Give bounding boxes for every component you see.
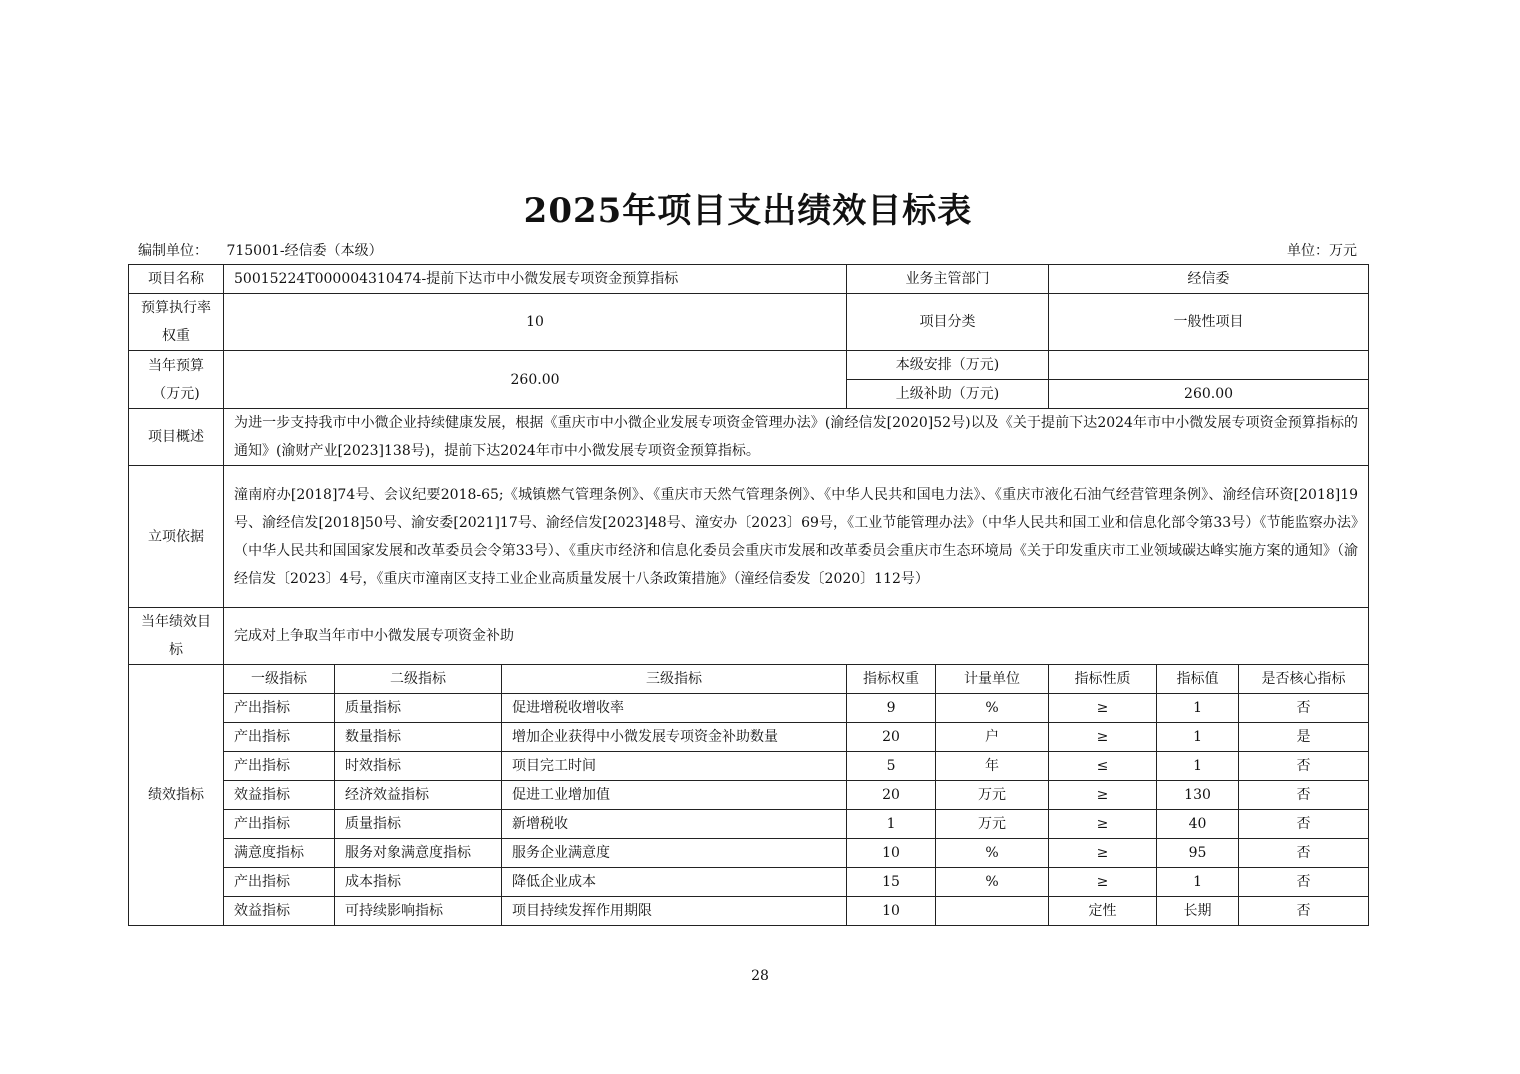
cell-core: 否 [1239,839,1369,868]
cell-level1: 产出指标 [224,694,335,723]
cell-value: 1 [1157,752,1239,781]
cell-value: 长期 [1157,897,1239,926]
row-weight [129,294,1369,351]
cell-unit: 户 [936,723,1049,752]
header-level2: 二级指标 [335,665,502,694]
cell-value: 130 [1157,781,1239,810]
budget-value: 260.00 [224,351,847,409]
cell-level3: 新增税收 [502,810,847,839]
org-label: 编制单位： [138,243,208,259]
cell-level1: 满意度指标 [224,839,335,868]
header-level1: 一级指标 [224,665,335,694]
header-value: 指标值 [1157,665,1239,694]
cell-nature: ≥ [1049,810,1157,839]
table-row [129,868,1369,897]
cell-nature: ≥ [1049,723,1157,752]
cell-nature: ≥ [1049,694,1157,723]
cell-value: 95 [1157,839,1239,868]
page-title: 2025年项目支出绩效目标表 [523,191,973,231]
cell-level2: 数量指标 [335,723,502,752]
cell-core: 否 [1239,897,1369,926]
header-unit: 计量单位 [936,665,1049,694]
cell-unit: % [936,839,1049,868]
cell-level3: 促进工业增加值 [502,781,847,810]
cell-weight: 20 [847,781,936,810]
cell-level2: 质量指标 [335,810,502,839]
overview-label: 项目概述 [129,409,224,466]
unit-note: 单位：万元 [1287,243,1357,259]
cell-core: 否 [1239,752,1369,781]
header-nature: 指标性质 [1049,665,1157,694]
cell-nature: ≤ [1049,752,1157,781]
cell-unit: % [936,868,1049,897]
upper-value: 260.00 [1049,380,1369,409]
cell-level1: 产出指标 [224,868,335,897]
cell-level1: 效益指标 [224,781,335,810]
cell-value: 1 [1157,694,1239,723]
performance-target-table [128,264,1369,926]
table-row [129,810,1369,839]
budget-label: 当年预算（万元) [129,351,224,409]
dept-value: 经信委 [1049,265,1369,294]
cell-level1: 产出指标 [224,752,335,781]
cell-weight: 9 [847,694,936,723]
header-weight: 指标权重 [847,665,936,694]
cell-nature: ≥ [1049,781,1157,810]
cell-unit: % [936,694,1049,723]
row-overview [129,409,1369,466]
cell-level3: 服务企业满意度 [502,839,847,868]
table-row [129,897,1369,926]
cell-level1: 产出指标 [224,810,335,839]
basis-label: 立项依据 [129,466,224,608]
category-label: 项目分类 [847,294,1049,351]
cell-weight: 10 [847,839,936,868]
cell-core: 否 [1239,868,1369,897]
project-name-value: 50015224T000004310474-提前下达市中小微发展专项资金预算指标 [224,265,847,294]
cell-level2: 服务对象满意度指标 [335,839,502,868]
category-value: 一般性项目 [1049,294,1369,351]
cell-core: 是 [1239,723,1369,752]
indicator-header-row [129,665,1369,694]
cell-core: 否 [1239,810,1369,839]
cell-level3: 促进增税收增收率 [502,694,847,723]
cell-core: 否 [1239,694,1369,723]
page-number: 28 [751,968,769,984]
table-row [129,752,1369,781]
cell-unit: 万元 [936,810,1049,839]
header-core: 是否核心指标 [1239,665,1369,694]
cell-nature: ≥ [1049,839,1157,868]
row-budget-local [129,351,1369,380]
cell-level2: 可持续影响指标 [335,897,502,926]
org-value: 715001-经信委（本级） [226,243,383,259]
local-value [1049,351,1369,380]
goal-text: 完成对上争取当年市中小微发展专项资金补助 [224,608,1369,665]
project-name-label: 项目名称 [129,265,224,294]
cell-level3: 项目完工时间 [502,752,847,781]
weight-label: 预算执行率权重 [129,294,224,351]
cell-level3: 增加企业获得中小微发展专项资金补助数量 [502,723,847,752]
perf-label: 绩效指标 [129,665,224,926]
goal-label: 当年绩效目标 [129,608,224,665]
cell-level1: 效益指标 [224,897,335,926]
cell-core: 否 [1239,781,1369,810]
cell-level2: 时效指标 [335,752,502,781]
table-row [129,723,1369,752]
row-goal [129,608,1369,665]
cell-weight: 20 [847,723,936,752]
row-basis [129,466,1369,608]
cell-level2: 质量指标 [335,694,502,723]
cell-value: 1 [1157,723,1239,752]
cell-weight: 5 [847,752,936,781]
cell-level2: 成本指标 [335,868,502,897]
cell-unit: 万元 [936,781,1049,810]
overview-text: 为进一步支持我市中小微企业持续健康发展，根据《重庆市中小微企业发展专项资金管理办法》(渝经信发[2020]52号)以及《关于提前下达2024年市中小微发展专项资金预算指标的通知》(渝财产业[2023]138号)，提前下达2024年市中小微发展专项资金预算指标。 [224,409,1369,466]
cell-nature: ≥ [1049,868,1157,897]
org-line [138,240,383,260]
basis-text: 潼南府办[2018]74号、会议纪要2018-65;《城镇燃气管理条例》、《重庆市天然气管理条例》、《中华人民共和国电力法》、《重庆市液化石油气经营管理条例》、渝经信环资[2018]19号、渝经信发[2018]50号、渝安委[2021]17号、渝经信发[2023]48号、潼安办〔2023〕69号，《工业节能管理办法》（中华人民共和国工业和信息化部令第33号）《节能监察办法》（中华人民共和国国家发展和改革委员会令第33号）、《重庆市经济和信息化委员会重庆市发展和改革委员会重庆市生态环境局《关于印发重庆市工业领域碳达峰实施方案的通知》（渝经信发〔2023〕4号，《重庆市潼南区支持工业企业高质量发展十八条政策措施》（潼经信委发〔2020〕112号） [224,466,1369,608]
weight-value: 10 [224,294,847,351]
cell-value: 1 [1157,868,1239,897]
cell-weight: 15 [847,868,936,897]
cell-level2: 经济效益指标 [335,781,502,810]
table-row [129,839,1369,868]
cell-weight: 1 [847,810,936,839]
table-row [129,781,1369,810]
row-project-name [129,265,1369,294]
cell-unit: 年 [936,752,1049,781]
header-level3: 三级指标 [502,665,847,694]
cell-value: 40 [1157,810,1239,839]
cell-unit [936,897,1049,926]
cell-level1: 产出指标 [224,723,335,752]
local-label: 本级安排（万元) [847,351,1049,380]
table-row [129,694,1369,723]
cell-nature: 定性 [1049,897,1157,926]
cell-weight: 10 [847,897,936,926]
cell-level3: 项目持续发挥作用期限 [502,897,847,926]
dept-label: 业务主管部门 [847,265,1049,294]
cell-level3: 降低企业成本 [502,868,847,897]
upper-label: 上级补助（万元) [847,380,1049,409]
